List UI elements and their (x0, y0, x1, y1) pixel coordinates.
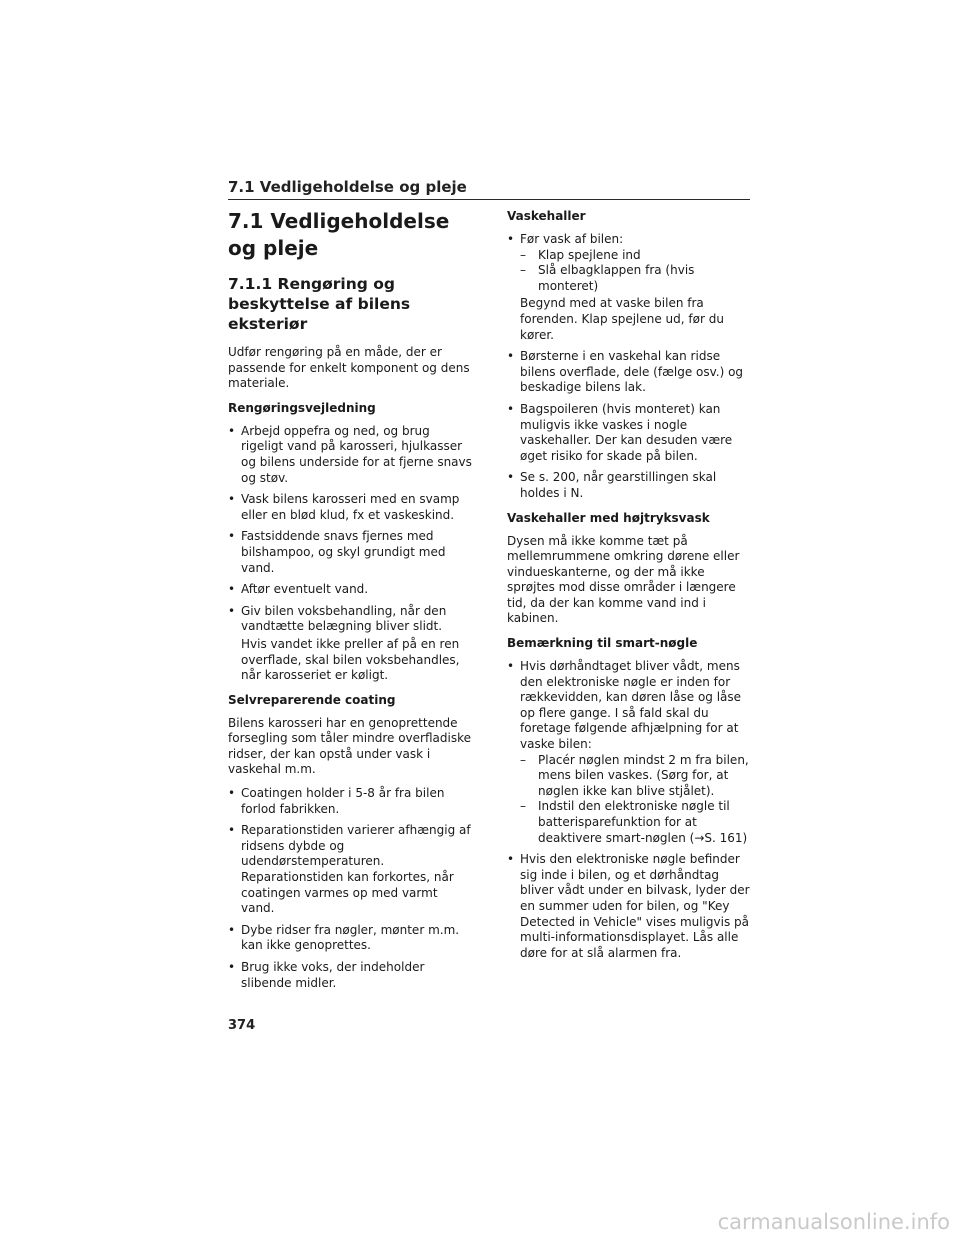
sub-list-item: – Placér nøglen mindst 2 m fra bilen, mens bilen vaskes. (Sørg for, at nøglen ikke kan blive stjålet). (520, 752, 749, 798)
bullet-icon: • (228, 960, 236, 974)
dash-icon: – (520, 752, 526, 767)
sub-list-item: – Slå elbagklappen fra (hvis monteret) (520, 263, 695, 293)
list-item: • Vask bilens karosseri med en svamp eller en blød klud, fx et vaskeskind. (228, 492, 460, 522)
dash-icon: – (520, 799, 526, 814)
list-item: • Børsterne i en vaskehal kan ridse bilens overflade, dele (fælge osv.) og beskadige bilens lak. (507, 349, 744, 395)
car-wash-list (507, 232, 751, 502)
dash-icon: – (520, 247, 526, 262)
list-item: • Arbejd oppefra og ned, og brug rigeligt vand på karosseri, hjulkasser og bilens underside for at fjerne snavs og støv. (228, 423, 472, 485)
subheading-smart-key-note: Bemærkning til smart-nøgle (507, 636, 698, 651)
smart-key-list (507, 659, 751, 961)
list-item: • Hvis den elektroniske nøgle befinder sig inde i bilen, og et dørhåndtag bliver vådt under en bilvask, lyder der en summer uden for bilen, og "Key Detected in Vehicle" vises muligvis på multi-informationsdisplayet. Lås alle døre for at slå alarmen fra. (507, 852, 750, 960)
sub-list-item: – Indstil den elektroniske nøgle til batterisparefunktion for at deaktivere smart-nøglen (→S. 161) (520, 799, 748, 845)
chapter-title: 7.1 Vedligeholdelse og pleje (228, 209, 450, 260)
bullet-icon: • (228, 423, 236, 438)
list-item: • Brug ikke voks, der indeholder slibende midler. (228, 960, 425, 990)
bullet-icon: • (228, 582, 236, 597)
page-number: 374 (228, 1018, 256, 1033)
sub-list (520, 248, 751, 295)
list-item-note: Begynd med at vaske bilen fra forenden. Klap spejlene ud, før du kører. (520, 296, 724, 342)
bullet-icon: • (228, 786, 236, 801)
bullet-icon: • (228, 492, 236, 507)
coating-paragraph: Bilens karosseri har en genoprettende forsegling som tåler mindre overfladiske ridser, der kan opstå under vask i vaskehal m.m. (228, 715, 471, 777)
list-item: • Bagspoileren (hvis monteret) kan muligvis ikke vaskes i nogle vaskehaller. Der kan desuden være øget risiko for skade på bilen. (507, 401, 733, 463)
bullet-icon: • (507, 852, 515, 867)
list-item: • Hvis dørhåndtaget bliver vådt, mens den elektroniske nøgle er inden for rækkevidden, kan døren låse og låse op flere gange. I så fald skal du foretage følgende afhjælpning for at vaske bilen: – Placér nøglen mindst 2 m fra bilen, mens bilen vaskes. (Sørg for, at nøglen ikke kan blive stjålet). – Indstil den elektroniske nøgle til batterisparefunktion for at deaktivere smart-nøglen (→S. 161) (507, 659, 751, 846)
list-item: • Coatingen holder i 5-8 år fra bilen forlod fabrikken. (228, 786, 445, 816)
cleaning-guide-list (228, 424, 472, 684)
bullet-icon: • (507, 232, 515, 246)
list-item: • Se s. 200, når gearstillingen skal holdes i N. (507, 470, 717, 500)
bullet-icon: • (507, 349, 515, 364)
running-header: 7.1 Vedligeholdelse og pleje (228, 178, 750, 200)
subheading-cleaning-guide: Rengøringsvejledning (228, 400, 376, 415)
sub-list (520, 753, 751, 847)
dash-icon: – (520, 263, 526, 278)
bullet-icon: • (507, 659, 515, 674)
sub-list-item: – Klap spejlene ind (520, 247, 641, 262)
subheading-self-repair-coating: Selvreparerende coating (228, 692, 396, 707)
bullet-icon: • (228, 603, 236, 618)
intro-paragraph: Udfør rengøring på en måde, der er passende for enkelt komponent og dens materiale. (228, 345, 470, 391)
list-item: • Fastsiddende snavs fjernes med bilshampoo, og skyl grundigt med vand. (228, 529, 446, 575)
bullet-icon: • (228, 529, 236, 544)
list-item: • Før vask af bilen: – Klap spejlene ind – Slå elbagklappen fra (hvis monteret) Begynd med at vaske bilen fra forenden. Klap spejlene ud, før du kører. (507, 232, 751, 343)
coating-list (228, 786, 472, 991)
bullet-icon: • (228, 922, 236, 937)
right-column (507, 208, 751, 969)
list-item: • Aftør eventuelt vand. (228, 582, 369, 597)
list-item: • Giv bilen voksbehandling, når den vandtætte belægning bliver slidt. Hvis vandet ikke preller af på en ren overflade, skal bilen voksbehandles, når karosseriet er køligt. (228, 604, 472, 684)
bullet-icon: • (228, 823, 236, 838)
left-column (228, 208, 472, 999)
list-item: • Dybe ridser fra nøgler, mønter m.m. kan ikke genoprettes. (228, 922, 460, 953)
subheading-car-wash: Vaskehaller (507, 209, 586, 223)
list-item-note: Hvis vandet ikke preller af på en ren overflade, skal bilen voksbehandles, når karosseriet er køligt. (241, 636, 460, 683)
section-title: 7.1.1 Rengøring og beskyttelse af bilens eksteriør (228, 275, 411, 333)
subheading-high-pressure-wash: Vaskehaller med højtryksvask (507, 510, 710, 525)
watermark: carmanualsonline.info (717, 1210, 950, 1234)
bullet-icon: • (507, 401, 515, 416)
bullet-icon: • (507, 470, 515, 485)
list-item: • Reparationstiden varierer afhængig af ridsens dybde og udendørstemperaturen. Reparationstiden kan forkortes, når coatingen varmes op med varmt vand. (228, 823, 471, 916)
high-pressure-paragraph: Dysen må ikke komme tæt på mellemrummene omkring dørene eller vindueskanterne, og der må ikke sprøjtes mod disse områder i længere tid, da der kan komme vand ind i kabinen. (507, 533, 740, 626)
